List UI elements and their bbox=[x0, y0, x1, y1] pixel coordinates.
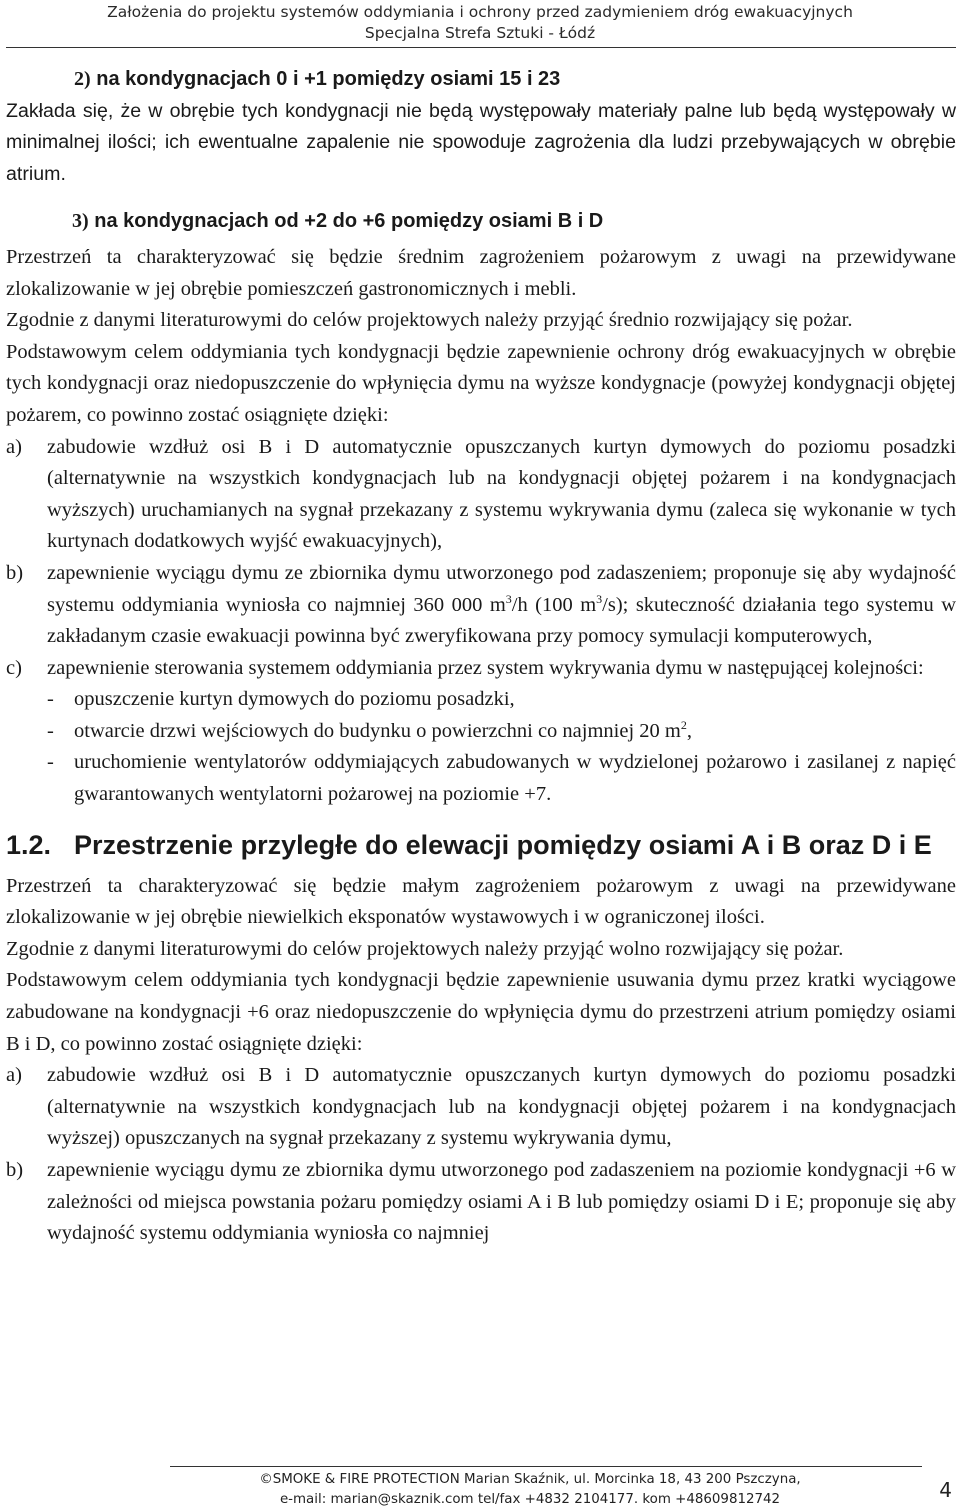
page-footer bbox=[150, 1470, 910, 1510]
list-marker-b: b) bbox=[6, 561, 24, 584]
section-heading bbox=[6, 825, 956, 865]
section-number: 1.2. bbox=[6, 829, 52, 860]
dash-marker: - bbox=[47, 688, 54, 711]
footer-company: ©SMOKE & FIRE PROTECTION Marian Skaźnik, ul. Morcinka 18, 43 200 Pszczyna, bbox=[259, 1472, 801, 1487]
section-list-marker-a: a) bbox=[6, 1064, 22, 1087]
section-list-item-b bbox=[6, 1155, 956, 1250]
section-list-item-a bbox=[6, 1060, 956, 1155]
page-number: 4 bbox=[939, 1478, 952, 1502]
subsection-3-paragraph-2: Zgodnie z danymi literaturowymi do celów projektowych należy przyjąć średnio rozwijający się pożar. bbox=[6, 309, 853, 332]
section-paragraph-3: Podstawowym celem oddymiania tych kondygnacji będzie zapewnienie usuwania dymu przez kratki wyciągowe zabudowane na kondygnacji +6 oraz niedopuszczenie do wpłynięcia dymu do przestrzeni atrium pomiędzy osiami B i D, co powinno zostać osiągnięte dzięki: bbox=[6, 969, 956, 1055]
subsection-2-number: 2) bbox=[74, 68, 91, 90]
subsection-3-paragraph-3: Podstawowym celem oddymiania tych kondygnacji będzie zapewnienie ochrony dróg ewakuacyjnych w obrębie tych kondygnacji oraz niedopuszczenie do wpłynięcia dymu na wyższe kondygnacje (powyżej kondygnacji objętej pożarem, co powinno zostać osiągnięte dzięki: bbox=[6, 340, 956, 426]
subsection-3-number: 3) bbox=[72, 210, 89, 233]
dash-item-2-text: otwarcie drzwi wejściowych do budynku o powierzchni co najmniej 20 $m^2$, bbox=[74, 717, 692, 742]
list-item-c bbox=[6, 653, 956, 685]
header-divider bbox=[6, 47, 956, 48]
section-list-marker-b: b) bbox=[6, 1159, 24, 1181]
dash-item-1-text: opuszczenie kurtyn dymowych do poziomu posadzki, bbox=[74, 688, 515, 711]
document-body bbox=[6, 64, 956, 1250]
list-item-a-text: zabudowie wzdłuż osi B i D automatycznie opuszczanych kurtyn dymowych do poziomu posadzki (alternatywnie na wszystkich kondygnacjach lub na kondygnacji objętej pożarem i na kondygnacjach wyższych) uruchamianych na sygnał przekazany z systemu wykrywania dymu (zaleca się wykonanie w tych kurtynach dodatkowych wyjść ewakuacyjnych), bbox=[47, 435, 956, 553]
subsection-3-paragraph-1: Przestrzeń ta charakteryzować się będzie średnim zagrożeniem pożarowym z uwagi na przewidywane zlokalizowanie w jej obrębie pomieszczeń gastronomicznych i mebli. bbox=[6, 245, 956, 300]
subsection-2-text: Zakłada się, że w obrębie tych kondygnacji nie będą występowały materiały palne lub będą występowały w minimalnej ilości; ich ewentualne zapalenie nie spowoduje zagrożenia dla ludzi przebywających w obrębie atrium. bbox=[6, 99, 956, 185]
list-item-b-text: zapewnienie wyciągu dymu ze zbiornika dymu utworzonego pod zadaszeniem; proponuje się aby wydajność systemu oddymiania wyniosła co najmniej 360 000 $m^3/h$ (100 $m^3/s$); skuteczność działania tego systemu w zakładanym czasie ewakuacji powinna być zweryfikowana przy pomocy symulacji komputerowych, bbox=[47, 561, 957, 648]
list-marker-c: c) bbox=[6, 656, 22, 679]
subsection-3-title: na kondygnacjach od +2 do +6 pomiędzy osiami B i D bbox=[94, 210, 604, 233]
section-paragraph-1: Przestrzeń ta charakteryzować się będzie małym zagrożeniem pożarowym z uwagi na przewidywane zlokalizowanie w jej obrębie niewielkich eksponatów wystawowych i w ograniczonej ilości. bbox=[6, 874, 956, 929]
dash-item-3 bbox=[6, 747, 956, 810]
dash-item-3-text: uruchomienie wentylatorów oddymiających zabudowanych w wydzielonej pożarowo i zasilanej z napięć gwarantowanych wentylatorni pożarowej na poziomie +7. bbox=[74, 751, 956, 806]
section-title: Przestrzenie przyległe do elewacji pomiędzy osiami A i B oraz D i E bbox=[74, 829, 932, 860]
section-list-item-a-text: zabudowie wzdłuż osi B i D automatycznie opuszczanych kurtyn dymowych do poziomu posadzki (alternatywnie na wszystkich kondygnacjach lub na kondygnacji objętej pożarem i na kondygnacjach wyższej) opuszczanych na sygnał przekazany z systemu wykrywania dymu, bbox=[47, 1064, 956, 1150]
dash-item-1 bbox=[6, 684, 956, 716]
list-item-c-text: zapewnienie sterowania systemem oddymiania przez system wykrywania dymu w następującej kolejności: bbox=[47, 656, 924, 679]
list-item-a bbox=[6, 432, 956, 558]
section-paragraph-2: Zgodnie z danymi literaturowymi do celów projektowych należy przyjąć wolno rozwijający się pożar. bbox=[6, 937, 844, 960]
header-document-title: Założenia do projektu systemów oddymiania i ochrony przed zadymieniem dróg ewakuacyjnych bbox=[107, 3, 853, 21]
dash-item-2 bbox=[6, 716, 956, 748]
section-list-item-b-text: zapewnienie wyciągu dymu ze zbiornika dymu utworzonego pod zadaszeniem na poziomie kondygnacji +6 w zależności od miejsca powstania pożaru pomiędzy osiami A i B lub pomiędzy osiami D i E; proponuje się aby wydajność systemu oddymiania wyniosła co najmniej bbox=[47, 1159, 956, 1245]
footer-contact: e-mail: marian@skaznik.com tel/fax +4832 2104177. kom +48609812742 bbox=[279, 1492, 781, 1507]
dash-marker: - bbox=[47, 719, 54, 742]
subsection-2-title: na kondygnacjach 0 i +1 pomiędzy osiami 15 i 23 bbox=[96, 68, 561, 90]
header-project-name: Specjalna Strefa Sztuki - Łódź bbox=[364, 24, 596, 42]
page-header bbox=[0, 2, 960, 44]
list-marker-a: a) bbox=[6, 435, 22, 458]
dash-marker: - bbox=[47, 751, 54, 774]
subsection-2-heading bbox=[6, 64, 956, 96]
list-item-b bbox=[6, 558, 956, 653]
subsection-3-heading bbox=[6, 206, 956, 238]
footer-divider bbox=[170, 1466, 922, 1467]
